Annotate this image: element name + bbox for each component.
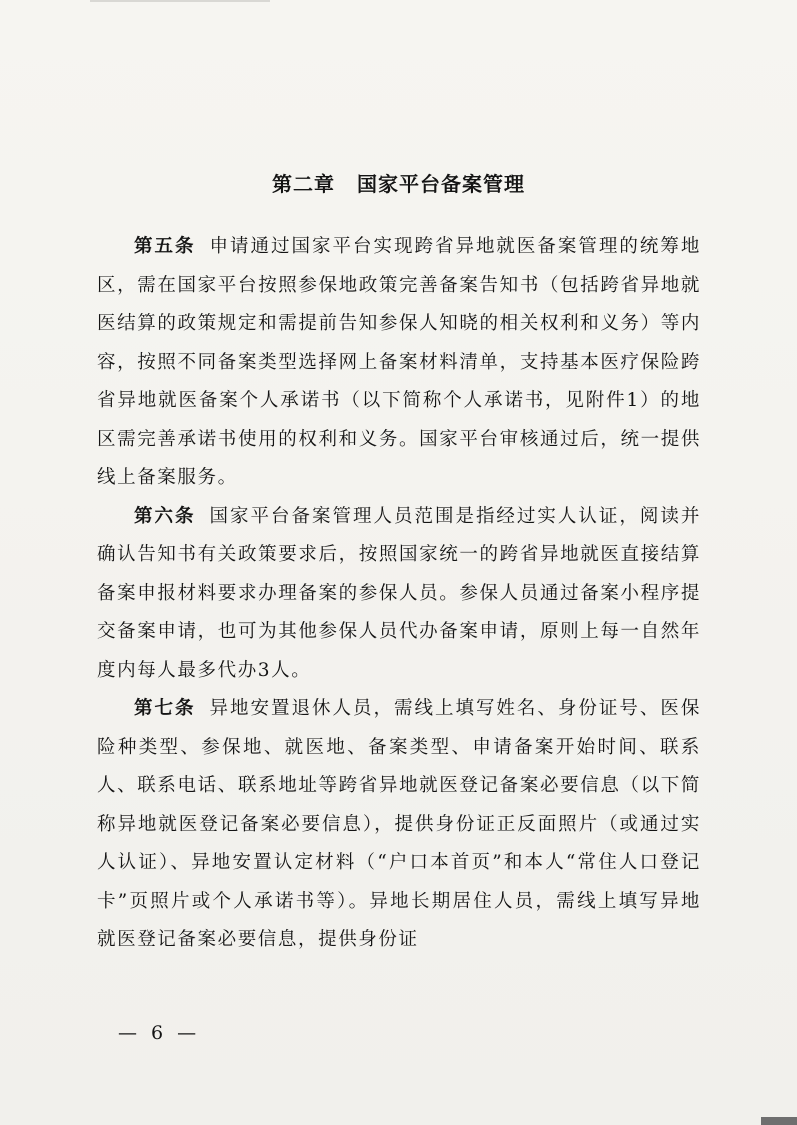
article-6 [97,498,701,691]
scan-edge-mark [90,0,270,2]
article-label: 第五条 [134,236,196,257]
chapter-number: 第二章 [272,172,335,196]
scan-corner-mark [761,1117,797,1125]
article-text: 国家平台备案管理人员范围是指经过实人认证，阅读并确认告知书有关政策要求后，按照国家统一的跨省异地就医直接结算备案申报材料要求办理备案的参保人员。参保人员通过备案小程序提交备案申请，也可为其他参保人员代办备案申请，原则上每一自然年度内每人最多代办3人。 [97,505,701,681]
article-label: 第六条 [134,505,196,527]
article-text: 申请通过国家平台实现跨省异地就医备案管理的统筹地区，需在国家平台按照参保地政策完善备案告知书（包括跨省异地就医结算的政策规定和需提前告知参保人知晓的相关权利和义务）等内容，按照不同备案类型选择网上备案材料清单，支持基本医疗保险跨省异地就医备案个人承诺书（以下简称个人承诺书，见附件1）的地区需完善承诺书使用的权利和义务。国家平台审核通过后，统一提供线上备案服务。 [97,236,701,488]
article-label: 第七条 [134,698,196,719]
chapter-title-text: 国家平台备案管理 [357,172,525,196]
chapter-heading [0,168,797,197]
article-5 [97,228,701,498]
page-number: — 6 — [118,1022,201,1044]
article-7 [97,690,701,960]
document-body [97,228,701,960]
article-text: 异地安置退休人员，需线上填写姓名、身份证号、医保险种类型、参保地、就医地、备案类型、申请备案开始时间、联系人、联系电话、联系地址等跨省异地就医登记备案必要信息（以下简称异地就医登记备案必要信息），提供身份证正反面照片（或通过实人认证）、异地安置认定材料（“户口本首页”和本人“常住人口登记卡”页照片或个人承诺书等）。异地长期居住人员，需线上填写异地就医登记备案必要信息，提供身份证 [97,698,701,950]
